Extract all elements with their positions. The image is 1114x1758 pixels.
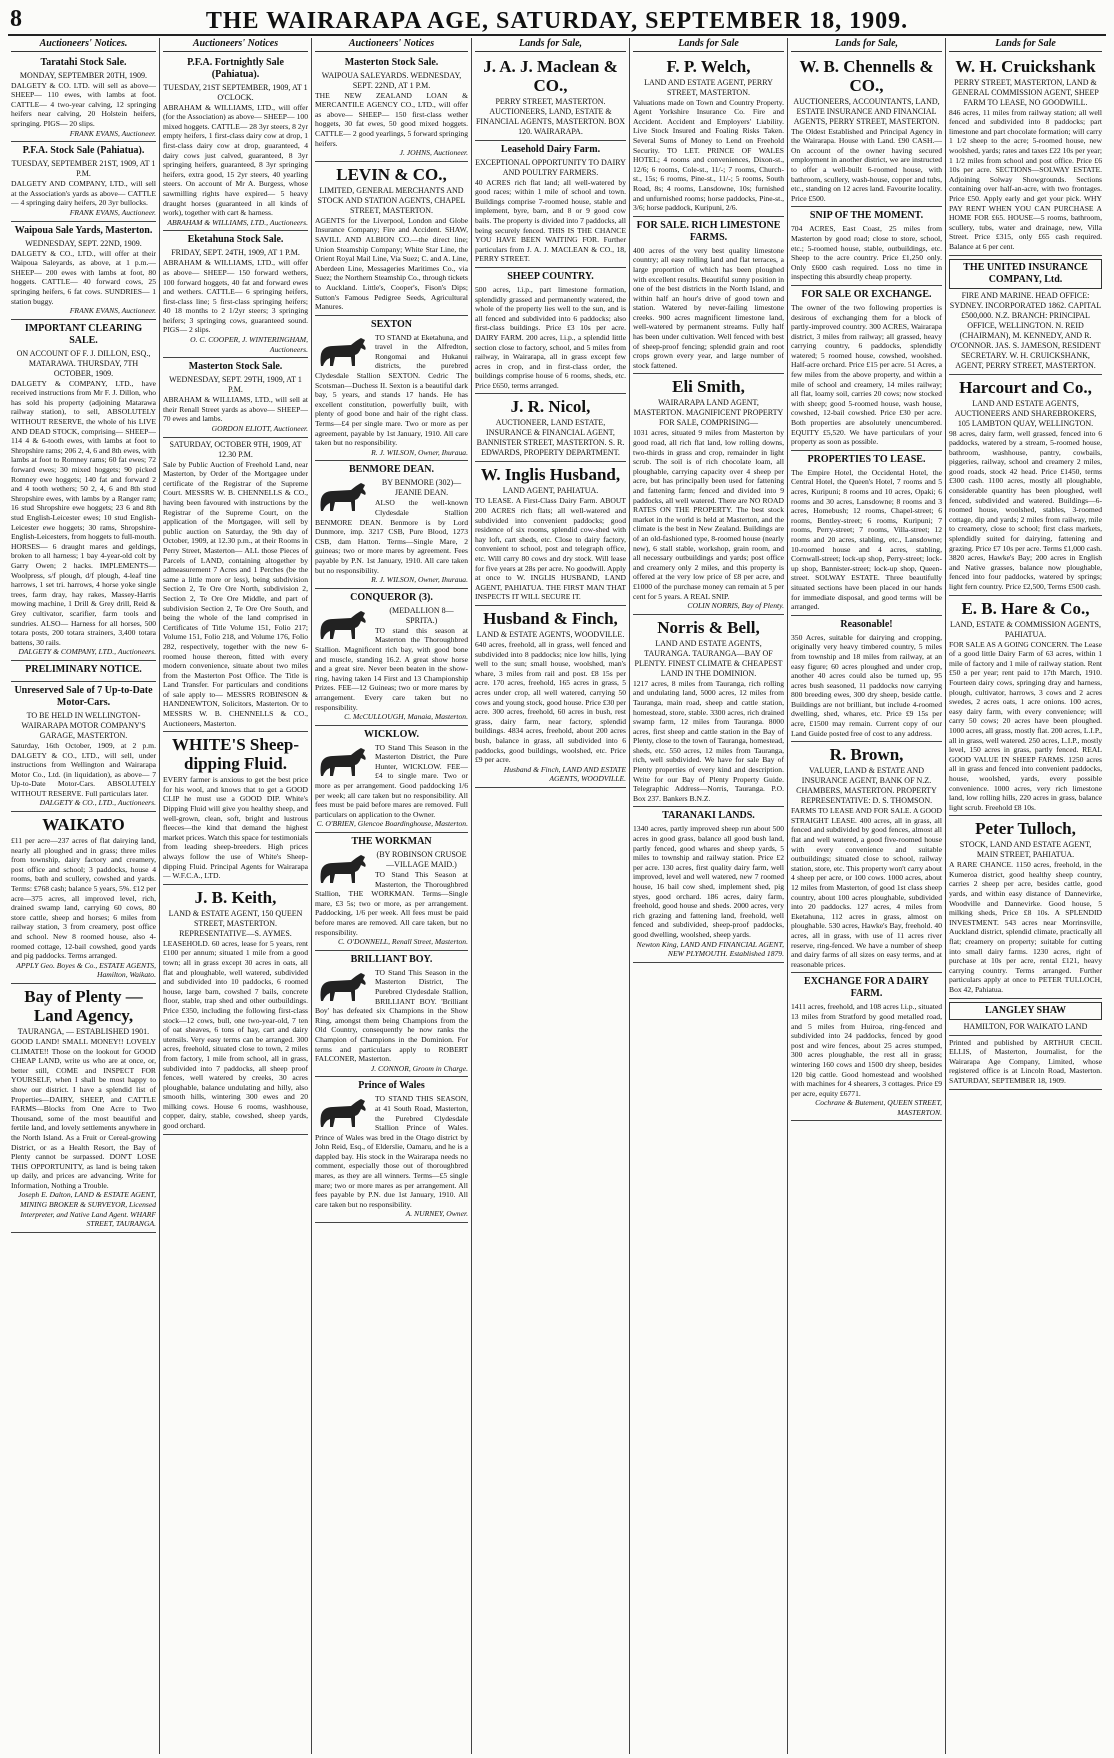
ad-title: Taratahi Stock Sale.	[40, 56, 127, 68]
advertisement	[11, 984, 156, 1233]
ad-subtitle: BY BENMORE (302)—JEANIE DEAN.	[381, 478, 462, 498]
ad-title: Eli Smith,	[672, 377, 745, 397]
ad-title: SEXTON	[371, 318, 412, 330]
ad-title: FOR SALE. RICH LIMESTONE FARMS.	[636, 219, 781, 243]
advertisement	[315, 726, 468, 833]
ad-signature: COLIN NORRIS, Bay of Plenty.	[687, 601, 784, 611]
advertisement	[791, 451, 942, 616]
horse-illustration-icon	[315, 479, 371, 513]
advertisement	[949, 596, 1102, 817]
ad-body-text: ABRAHAM & WILLIAMS, LTD., will offer as above— SHEEP— 150 forward wethers, 100 forward hoggets, 40 fat and forward ewes and wethers. CATTLE— 6 springing heifers, first-class line; 5 first-class springing heifers; 40 18 months to 2 1/2yr steers; 3 springing heifers; 3 springing cows, guaranteed sound. PIGS— 2 slips.	[163, 258, 308, 335]
ad-subtitle: FIRE AND MARINE. HEAD OFFICE: SYDNEY. INCORPORATED 1862. CAPITAL £500,000. N.Z. BRANCH: PRINCIPAL OFFICE, WELLINGTON. N. REID (CHAIRMAN), M. KENNEDY, AND R. O'CONNOR. JAS. S. JAMESON, RESIDENT SECRETARY. W. H. CRUICKSHANK, AGENT, PERRY STREET, MASTERTON.	[949, 290, 1102, 370]
ad-body-text: GOOD LAND! SMALL MONEY!! LOVELY CLIMATE!! Those on the lookout for GOOD CHEAP LAND, write us who are at once, or, better still, COME and INSPECT FOR YOURSELF, when I shall be most happy to show our district. I have a splendid list of Properties—DAIRY, SHEEP, and CATTLE FARMS—Blocks from One Acre to Two Thousand, some of the most beautiful and fertile land, and lovely settlements anywhere in the North Island. As a Fruit or Cereal-growing District, or as a Health Resort, the Bay of Plenty cannot be surpassed. DON'T LOSE THIS OPPORTUNITY, as land is being taken up daily, and prices are advancing. Write for Information, Nothing a Trouble.	[11, 1036, 156, 1190]
ad-subtitle: FRIDAY, SEPT. 24TH, 1909, AT 1 P.M.	[171, 248, 300, 258]
ad-body-text: TO STAND at Eketahuna, and travel in the Alfredton, Rongomai and Hukanui districts, the purebred Clydesdale Stallion SEXTON. Cedric The Scotsman—Duchess II. Sexton is a beautiful dark bay, 5 years, and stands 17 hands. He has excellent constitution, powerfully built, with plenty of good bone and hair of the right class. Terms—£4 per single mare. Two or more as per agreement, payable by 1st January, 1910. All care taken but no responsibility.	[315, 332, 468, 448]
ad-title: LANGLEY SHAW	[949, 1002, 1102, 1020]
advertisement	[315, 589, 468, 726]
advertisement	[475, 462, 626, 606]
ad-subtitle: AUCTIONEERS, ACCOUNTANTS, LAND, ESTATE INSURANCE AND FINANCIAL AGENTS, PERRY STREET, MASTERTON.	[793, 96, 940, 126]
horse-illustration-icon	[315, 1095, 371, 1129]
ad-body-text: TO Stand This Season at Masterton, the Thoroughbred Stallion, THE WORKMAN. Terms—Single mare, £3 5s; two or more, as per arrangement. Paddocking, 1/6 per week. All fees must be paid before mares are removed. All care taken, but no responsibility.	[315, 870, 468, 937]
advertisement	[315, 951, 468, 1078]
ad-title: Masterton Stock Sale.	[344, 56, 439, 68]
advertisement	[791, 742, 942, 973]
ad-body-text: The Oldest Established and Principal Agency in the Wairarapa. House with Land. £90 CASH.—On account of the owner having secured employment in another district, we are instructed to offer a well-built 6-roomed house, with bathroom, scullery, wash-house, copper and tubs, etc., standing on 12 acres land. Favourite locality. Price £500.	[791, 126, 942, 203]
ad-subtitle: MONDAY, SEPTEMBER 20TH, 1909.	[19, 70, 148, 80]
ad-body-text: 500 acres, l.i.p., part limestone formation, splendidly grassed and permanently watered, the whole of the property lies well to the sun, and is all fenced and subdivided into 6 paddocks; also first-class buildings. Price £3 10s per acre. DAIRY FARM. 200 acres, l.i.p., a splendid little section close to factory, school, and 5 miles from railway, in Wairarapa, all in grass except few acres in crop, and in first-class order, the buildings comprise house of 6 rooms, sheds, etc. Price £650, terms arranged.	[475, 284, 626, 390]
ad-signature: C. O'BRIEN, Glencoe Boardinghouse, Masterton.	[316, 819, 468, 829]
ad-title: IMPORTANT CLEARING SALE.	[24, 322, 143, 346]
ad-body-text: AGENTS for the Liverpool, London and Globe Insurance Company; Fire and Accident. SHAW, SAVILL AND ALBION CO.—the direct line; Union Steamship Company; White Star Line, the Orient Royal Mail Line, Via Suez; C. and A. Line, Aberdeen Line, Messageries Maritimes Co., via Suez; the Northern Steamship Co., through tickets to Auckland. Little's, Cooper's, Fison's Dips; Sutton's Famous Pedigree Seeds, Agricultural Manures.	[315, 215, 468, 312]
advertisement	[949, 999, 1102, 1036]
masthead	[8, 4, 1106, 36]
ad-signature: Husband & Finch, LAND AND ESTATE AGENTS, WOODVILLE.	[503, 764, 626, 784]
ad-body-text: EVERY farmer is anxious to get the best price for his wool, and knows that to get a GOOD CLIP he must use a GOOD DIP. White's Dipping Fluid will give you healthy sheep, and well-grown, clean, soft, bright and lustrous fleeces—the kind that demand the highest market prices. Watch this space for testimonials from leading sheep-breeders. High prices always follow the use of White's Sheep-dipping Fluid. Principal Agents for Wairarapa— W.F.C.A., LTD.	[163, 775, 308, 881]
ad-title: J. R. Nicol,	[510, 397, 591, 417]
ad-body-text: 98 acres, dairy farm, well grassed, fenced into 6 paddocks, watered by a stream, 5-roomed house, bathroom, washhouse, pantry, cowbails, piggeries, railway, school and creamery 2 miles, good roads, stock 42 head. Price £1450, terms £300 cash. 1100 acres, mostly all ploughable, considerable quantity has been ploughed, well fenced, subdivided and watered. Buildings—6-roomed house, woolshed, stables, 3-roomed cottage, dip and yards; 2 miles from railway, mile to creamery, close to school; first class markets, splendidly suited for dairying, fattening and grazing. Price £7 10s per acre. Terms £1,000 cash. 3820 acres, Hawke's Bay; 200 acres in English and Native grasses, balance now ploughable, fenced into four paddocks, watered by springs; light fern country. Price £2,500, Terms £500 cash.	[949, 428, 1102, 591]
ad-subtitle: STOCK, LAND AND ESTATE AGENT, MAIN STREET, PAHIATUA.	[959, 840, 1092, 860]
ad-title: CONQUEROR (3).	[350, 591, 433, 603]
advertisement	[475, 606, 626, 788]
ad-signature: R. J. WILSON, Owner, Ihuraua.	[371, 575, 468, 585]
ad-subtitle: VALUER, LAND & ESTATE AND INSURANCE AGENT, BANK OF N.Z. CHAMBERS, MASTERTON. PROPERTY REPRESENTATIVE: D. S. THOMSON.	[796, 766, 937, 806]
ad-title: WICKLOW.	[364, 728, 419, 740]
advertisement	[633, 54, 784, 217]
column-1	[8, 38, 160, 1754]
ad-signature: C. McCULLOUGH, Manaia, Masterton.	[344, 712, 468, 722]
ad-body-text: 704 ACRES, East Coast, 25 miles from Masterton by good road; close to store, school, etc.; 5-roomed house, stable, outbuildings, etc. Sheep to the acre country. Price £1,250 only. Only £600 cash required. Loss no time in inspecting this absurdly cheap property.	[791, 224, 942, 282]
ad-title: BENMORE DEAN.	[348, 464, 434, 476]
ad-body-text: The owner of the two following properties is desirous of exchanging them for a block of partly-improved country. 300 ACRES, Wairarapa district, 3 miles from railway; all grassed, heavy carrying country, 6 paddocks, splendidly watered; 5 roomed house, cowshed, woolshed. Half-acre orchard. Price £15 per acre. 51 Acres, a few miles from the above property, and within a mile of school and creamery, 14 miles railway; all flat, loamy soil, carries 20 cows; now stocked with sheep; good 5-roomed house, wash house, cowshed, 12-bail cowshed. Price £30 per acre. Both properties are absolutely unencumbered. EQUITY £5,520. We have particulars of your property as soon as possible.	[791, 302, 942, 447]
ad-signature: O. C. COOPER, J. WINTERINGHAM, Auctioneers.	[190, 335, 308, 354]
ad-signature: DALGETY & COMPANY, LTD., Auctioneers.	[18, 647, 156, 657]
column-6	[788, 38, 946, 1754]
advertisement	[475, 394, 626, 462]
horse-illustration-icon	[315, 851, 371, 885]
ad-body-text: £11 per acre—237 acres of flat dairying land, nearly all ploughed and in grass; three miles from township, dairy factory and creamery, post office and school; 3 paddocks, house 4 rooms, bath and scullery, cowshed and yards. Terms: £768 cash; balance 5 years, 5%. £12 per acre—375 acres, all improved level, rich, drained swamp land, carrying 60 cows, 80 store cattle, sheep and horses; 6 miles from railway station, 3 from creamery, post office and school. New 8 roomed house, also 4-roomed cottage, 12-bail cowshed, good yards and pig paddocks. Terms arranged.	[11, 836, 156, 961]
column-header: Lands for Sale	[633, 38, 784, 52]
ad-body-text: 640 acres, freehold, all in grass, well fenced and subdivided into 8 paddocks; nice low hills, lying well to the sun; small house, woolshed, man's whare, 3 miles from rail and post. £8 15s per acre. 170 acres, freehold, 165 acres in grass, 5 acres under crop, all well watered, carrying 50 cows and young stock, good house. Price £30 per acre. 300 acres, freehold, 60 acres in bush, rest grass, dairy farm, near factory, splendid buildings. 4834 acres, freehold, about 200 acres bush, balance in grass, all subdivided into 6 paddocks, good buildings, woolshed, etc. Price £9 per acre.	[475, 640, 626, 765]
ad-title: Leasehold Dairy Farm.	[500, 143, 601, 155]
ad-body-text: 1217 acres, 8 miles from Tauranga, rich rolling and undulating land, 5000 acres, 12 miles from Tauranga, main road, sheep and cattle station, homestead, store, stable. 3300 acres, rich drained swamp farm, 12 miles from Tauranga. 8000 acres, first sheep and cattle station in the Bay of Plenty, close to the town of Tauranga, homestead, sheds, etc. 550 acres, 12 miles from Tauranga, rich, well subdivided. We have for sale Bay of Plenty properties of every kind and description. Write for our Bay of Plenty Property Guide. Telegraphic Address—Norris, Tauranga. P.O. Box 237. Bankers B.N.Z.	[633, 678, 784, 803]
advertisement	[11, 222, 156, 320]
ad-body-text: 40 ACRES rich flat land; all well-watered by good races; within 1 mile of school and town. Buildings comprise 7-roomed house, stable and implement, byre, barn, and 8 or 9 good cow bails. The property is divided into 7 paddocks, all being securely fenced. THIS IS THE CHANCE YOU HAVE BEEN WAITING FOR. Further particulars from J. A. J. MACLEAN & CO., 18, PERRY STREET.	[475, 177, 626, 264]
advertisement	[791, 286, 942, 451]
advertisement	[11, 682, 156, 812]
advertisement	[315, 162, 468, 316]
ad-title: WHITE'S Sheep-dipping Fluid.	[171, 735, 300, 774]
ad-title: Peter Tulloch,	[975, 819, 1076, 839]
column-header: Lands for Sale,	[475, 38, 626, 52]
ad-body-text: 1340 acres, partly improved sheep run about 500 acres in good grass, balance all good bush land, partly fenced, good whares and sheep yards, 5 miles to township and railway station. Price £2 per acre. 130 acres, first quality dairy farm, well improved, level and well watered, new 7 roomed house, 16 bail cow shed, implement shed, pig styes, good orchard. 186 acres, dairy farm, freehold, good house and sheds. 2000 acres, very rich grazing and fattening land, freehold, well fenced and subdivided, sheep-proof paddocks, good dwelling, woolshed, sheep yards.	[633, 824, 784, 939]
advertisement	[633, 807, 784, 962]
advertisement	[163, 732, 308, 885]
ad-body-text: 350 Acres, suitable for dairying and cropping, originally very heavy timbered country, 5 miles from township and 18 miles from railway, at an easy figure; 60 acres ploughed and under crop, another 40 acres could also be turned up, 95 acres bush seasoned, 11 paddocks now carrying 800 breeding ewes, 300 dry sheep, beside cattle. Buildings are not brilliant, but include 4-roomed dwelling, shed, whares, etc. Price £9 15s per acre, £1500 may remain. Current copy of our Land Guide posted free of cost to any address.	[791, 632, 942, 738]
ad-subtitle: EXCEPTIONAL OPPORTUNITY TO DAIRY AND POULTRY FARMERS.	[475, 157, 626, 177]
horse-illustration-icon	[315, 334, 371, 368]
ad-title: Husband & Finch,	[483, 609, 618, 628]
ad-title: EXCHANGE FOR A DAIRY FARM.	[804, 976, 929, 1000]
ad-signature: A. NURNEY, Owner.	[405, 1209, 468, 1219]
column-header: Lands for Sale,	[791, 38, 942, 52]
ad-subtitle: LAND AND ESTATE AGENTS, AUCTIONEERS AND SHAREBROKERS, 105 LAMBTON QUAY, WELLINGTON.	[954, 398, 1097, 428]
column-2	[160, 38, 312, 1754]
advertisement	[11, 142, 156, 221]
ad-subtitle: LIMITED, GENERAL MERCHANTS AND STOCK AND STATION AGENTS, CHAPEL STREET, MASTERTON.	[317, 185, 466, 215]
ad-signature: Joseph E. Dalton, LAND & ESTATE AGENT, MINING BROKER & SURVEYOR, Licensed Interpreter, and Native Land Agent. WHARF STREET, TAURANGA.	[18, 1190, 156, 1229]
ad-title: Bay of Plenty — Land Agency,	[24, 986, 143, 1025]
ad-title: LEVIN & CO.,	[336, 164, 447, 184]
column-3	[312, 38, 472, 1754]
ad-title: P.F.A. Fortnightly Sale (Pahiatua).	[187, 56, 284, 80]
ad-body-text: ABRAHAM & WILLIAMS, LTD., will sell at their Renall Street yards as above— SHEEP— 70 ewes and lambs.	[163, 395, 308, 424]
ad-signature: Cochrane & Butement, QUEEN STREET, MASTERTON.	[815, 1098, 942, 1117]
ad-body-text: FOR SALE AS A GOING CONCERN. The Lease of a good little Dairy Farm of 63 acres, within 1 mile of factory and 1 mile of railway station. Rent £50 a per year; rent paid to 17th March, 1910. Fourteen dairy cows, springing dray and harness, plough, cultivator, harrows, 3 cows and 2 acres swedes, 2 acres oats, 1 acre onions. 100 acres, easy dairy farm, with every convenience; will carry 50 cows; 20 acres have been ploughed. 1000 acres, all grass, mostly flat. 200 acres, L.I.P., all in grass, well watered. 250 acres, L.I.P., mostly level, 150 acres in grass, partly fenced. REAL GOOD VALUE IN SHEEP FARMS. 1250 acres all in grass and fenced into convenient paddocks, house, woolshed, yards, every possible convenience. 1000 acres, very rich limestone land, low rolling hills, 220 acres in grass, balance light scrub. Freehold £8 10s.	[949, 639, 1102, 812]
ad-subtitle: LAND AND ESTATE AGENTS, TAURANGA. TAURANGA—BAY OF PLENTY. FINEST CLIMATE & CHEAPEST LAND IN THE DOMINION.	[634, 638, 783, 678]
horse-illustration-icon	[315, 744, 371, 778]
ad-signature: C. O'DONNELL, Renall Street, Masterton.	[337, 937, 468, 947]
ad-body-text: ALSO the well-known Clydesdale Stallion BENMORE DEAN. Benmore is by Lord Dunmore, imp. 3217 CSB, Pure Blood, 1273 CSB, dam Hatton. Terms—Single Mare, 2 guineas; two or more mares by agreement. Fees payable by P.N. 1st January, 1910. All care taken but no responsibility.	[315, 498, 468, 575]
advertisement	[791, 973, 942, 1121]
advertisement	[11, 812, 156, 984]
ad-title: TARANAKI LANDS.	[662, 810, 755, 822]
ad-subtitle: WAIRARAPA LAND AGENT, MASTERTON. MAGNIFICENT PROPERTY FOR SALE, COMPRISING—	[633, 398, 784, 428]
advertisement	[633, 217, 784, 375]
advertisement	[163, 54, 308, 232]
ad-subtitle: LAND & ESTATE AGENTS, WOODVILLE.	[476, 630, 625, 639]
ad-title: Eketahuna Stock Sale.	[187, 234, 284, 246]
ad-title: W. H. Cruickshank	[955, 56, 1096, 76]
horse-illustration-icon	[315, 969, 371, 1003]
ad-signature: DALGETY & CO., LTD., Auctioneers.	[39, 798, 156, 808]
advertisement	[791, 54, 942, 208]
ad-title: Norris & Bell,	[657, 617, 760, 637]
ad-title: PROPERTIES TO LEASE.	[807, 453, 926, 465]
ad-title: J. B. Keith,	[194, 887, 277, 907]
ad-signature: R. J. WILSON, Owner, Ihuraua.	[371, 447, 468, 457]
ad-title: Prince of Wales	[358, 1080, 425, 1092]
ad-signature: FRANK EVANS, Auctioneer.	[69, 128, 156, 138]
ad-body-text: 400 acres of the very best quality limestone country; all easy rolling land and flat terraces, a large proportion of which has been ploughed with excellent results. Beautiful sunny position in one of the best districts in the North Island, and within half an hour's drive of good town and station. Watered by never-failing limestone creeks. 900 acres magnificent limestone land, well-watered by permanent streams. Fully half has been under cultivation. Well fenced with best of sheep-proof fencing; splendid grain and root crops grown every year, and large number of stock fattened.	[633, 245, 784, 370]
advertisement	[315, 833, 468, 951]
advertisement	[163, 438, 308, 733]
ad-body-text: ABRAHAM & WILLIAMS, LTD., will offer (for the Association) as above— SHEEP— 100 mixed hoggets. CATTLE— 28 3yr steers, 8 2yr empty heifers, 1 first-class dairy cow at drop, 1 first-class dairy cow at drop, guaranteed, 4 dairy cows just calved, guaranteed, 8 3yr springing heifers, guaranteed, 8 3yr springing heifers, extra good, 15 2yr steers, 40 yearling steers. On account of Mr A. Burgess, whose sawmilling rights have expired— 5 heavy draught horses (guaranteed in all kinds of work), together with cart & harness.	[163, 102, 308, 218]
advertisement	[163, 358, 308, 437]
ad-title: Harcourt and Co.,	[959, 377, 1092, 397]
ad-subtitle: (BY ROBINSON CRUSOE—VILLAGE MAID.)	[376, 850, 467, 870]
ad-signature: J. CONNOR, Groom in Charge.	[370, 1063, 468, 1073]
ad-body-text: Printed and published by ARTHUR CECIL ELLIS, of Masterton, Journalist, for the Wairarapa Age Company, Limited, whose registered office is at Lincoln Road, Masterton. SATURDAY, SEPTEMBER 18, 1909.	[949, 1037, 1102, 1085]
ad-subtitle: (MEDALLION 8—SPRITA.)	[389, 605, 454, 625]
ad-signature: FRANK EVANS, Auctioneer.	[69, 207, 156, 217]
ad-body-text: 1411 acres, freehold, and 108 acres l.i.p., situated 13 miles from Stratford by good metalled road, and 5 miles from Huiroa, ring-fenced and subdivided into 24 paddocks, fenced by good post and wire fences, about 25 acres stumped, 300 acres ploughable, the rest all in grass; wintering 160 cows and 1500 dry sheep, besides 120 big cattle. Good homestead and woolshed with machines for 4 shearers, 3 cottages. Price £9 per acre, equity £6771.	[791, 1002, 942, 1098]
ad-subtitle: WAIPOUA SALEYARDS. WEDNESDAY, SEPT. 22ND, AT 1 P.M.	[321, 70, 462, 90]
ad-signature: Newton King, LAND AND FINANCIAL AGENT, NEW PLYMOUTH. Established 1879.	[636, 939, 784, 959]
column-5	[630, 38, 788, 1754]
ad-title: W. B. Chennells & CO.,	[799, 56, 934, 95]
ad-title: F. P. Welch,	[666, 56, 751, 76]
ad-body-text: 846 acres, 11 miles from railway station; all well fenced and subdivided into 8 paddocks; part limestone and part chocolate formation; will carry 1 1/2 sheep to the acre; 5-roomed house, new woolshed, yards; rates and taxes £22 10s per year; 1 1/2 miles from school and post office. Price £6 10s per acre. SECTIONS—SOLWAY ESTATE. Adjoining Solway Showgrounds. Sections containing over half-an-acre, with two frontages. Price £50. Apply early and get your pick. WHY PAY RENT WHEN YOU CAN PURCHASE A HOME FOR £65. HOUSE—5 rooms, bathroom, scullery, tubs, water and drainage, new, Villa Street. Price £315, only £65 cash required. Balance at 6 per cent.	[949, 107, 1102, 251]
ad-signature: GORDON ELIOTT, Auctioneer.	[211, 424, 308, 434]
advertisement	[791, 207, 942, 286]
ad-subtitle: AUCTIONEER, LAND ESTATE, INSURANCE & FINANCIAL AGENT, BANNISTER STREET, MASTERTON. S. R. EDWARDS, PROPERTY DEPARTMENT.	[476, 418, 625, 458]
advertisement	[791, 616, 942, 743]
ad-title: THE WORKMAN	[351, 836, 432, 848]
column-header: Auctioneers' Notices	[163, 38, 308, 52]
column-header: Auctioneers' Notices	[315, 38, 468, 52]
ad-body-text: Saturday, 16th October, 1909, at 2 p.m. DALGETY & CO., LTD., will sell, under instructions from Wellington and Wairarapa Motor Co., Ltd. (in liquidation), as above— 7 Up-to-Date Motor-Cars. ABSOLUTELY WITHOUT RESERVE. Full particulars later.	[11, 740, 156, 798]
ad-subtitle: WEDNESDAY, SEPT. 22ND, 1909.	[25, 238, 142, 248]
ad-body-text: DALGETY AND COMPANY, LTD., will sell at the Association's yards as above— CATTLE— 4 springing dairy heifers, 20 3yr bullocks.	[11, 179, 156, 208]
ad-title: P.F.A. Stock Sale (Pahiatua).	[22, 145, 145, 157]
ad-subtitle: TAURANGA, — ESTABLISHED 1901.	[17, 1026, 150, 1036]
ad-title: WAIKATO	[42, 815, 125, 835]
ad-body-text: A RARE CHANCE. 1150 acres, freehold, in the Kumeroa district, good healthy sheep country, carries 2 sheep per acre, besides cattle, good yards, and within easy distance of Dannevirke, Woodville and Dannevirke. Good house, 5 milking sheds, Price £8 10s. A SPLENDID INVESTMENT. 543 acres near Morrinsville, Auckland district, splendid climate, practically all flat; creamery on property; suitable for cutting into small dairy farms. 1230 acres, right of purchase at 10s per acre, rental £121, heavy carrying country. Terms arranged. Further particulars apply at once to PETER TULLOCH, Box 42, Pahiatua.	[949, 860, 1102, 994]
column-header: Lands for Sale	[949, 38, 1102, 52]
ad-body-text: TO stand this season at Masterton the Thoroughbred Stallion. Magnificent rich bay, with good bone and muscle, standing 16.2. A great show horse and a great sire. Never been beaten in the show-ring, having taken 14 First and 13 Championship Prizes. FEE—12 Guineas; two or more mares by arrangement. Every care taken but no responsibility.	[315, 625, 468, 712]
ad-title: SNIP OF THE MOMENT.	[809, 210, 924, 222]
ad-title: PRELIMINARY NOTICE.	[25, 663, 142, 675]
advertisement	[949, 375, 1102, 596]
ad-subtitle: SATURDAY, OCTOBER 9TH, 1909, AT 12.30 P.M.	[169, 439, 302, 459]
column-header: Auctioneers' Notices.	[11, 38, 156, 52]
ad-body-text: LEASEHOLD. 60 acres, lease for 5 years, rent £100 per annum; situated 1 mile from a good town; all in grass except 30 acres in oats, all flat and ploughable, well watered, subdivided and subdivided into 10 paddocks, 6 roomed house, large barn, cowshed 7 bails, concrete floor, stable, trap shed and other outbuildings. Price £350, including the following first-class stock—12 cows, bull, one two-year-old, 7 ten of oat sheaves, 6 tons of hay, cart and dairy utensils. Very easy terms can be arranged. 300 acres, freehold, situated close to town, 2 miles from factory, 1 mile from school, all in grass, subdivided into 7 paddocks, all sheep proof fences, well watered by creeks, 30 acres ploughable, balance undulating and hilly, also smooth hills, wintering 300 ewes and 20 milking cows. House 6 rooms, washhouse, copper, dairy, stable, cowshed, sheep yards, good orchard.	[163, 938, 308, 1131]
advertisement	[315, 316, 468, 462]
ad-body-text: THE NEW ZEALAND LOAN & MERCANTILE AGENCY CO., LTD., will offer as above— SHEEP— 150 first-class wether hoggets, 30 fat ewes, 50 good mixed hoggets. CATTLE— 2 good yearlings, 5 forward springing heifers.	[315, 90, 468, 148]
advertisement	[949, 54, 1102, 256]
horse-illustration-icon	[315, 607, 371, 641]
ad-title: J. A. J. Maclean & CO.,	[483, 56, 618, 95]
advertisement	[475, 268, 626, 395]
ad-signature: FRANK EVANS, Auctioneer.	[69, 306, 156, 316]
ad-body-text: TO Stand This Season in the Masterton District, The Purebred Clydesdale Stallion, BRILLIANT BOY. 'Brilliant Boy' has defeated six Champions in the Show Ring, amongst them being Champions from the Old Country, consequently he now ranks the Champion of Champions in the Dominion. For terms and particulars apply to ROBERT FALCONER, Masterton.	[315, 967, 468, 1064]
ad-subtitle: TUESDAY, 21ST SEPTEMBER, 1909, AT 1 O'CLOCK.	[163, 82, 308, 102]
advertisement	[11, 320, 156, 661]
advertisement	[315, 1077, 468, 1223]
ad-signature: ABRAHAM & WILLIAMS, LTD., Auctioneers.	[167, 217, 308, 227]
advertisement	[949, 1036, 1102, 1090]
ad-title: R. Brown,	[829, 745, 904, 765]
ad-body-text: TO LEASE. A First-Class Dairy Farm. ABOUT 200 ACRES rich flats; all well-watered and subdivided into convenient paddocks; good residence of six rooms, splendid cow-shed with hay loft, cart sheds, etc. Close to dairy factory, convenient to school, post and telegraph office, etc. Will carry 80 cows and dry stock. Will lease for five years at 28s per acre. No goodwill. Apply at once to W. INGLIS HUSBAND, LAND AGENT, PAHIATUA. THE FIRST MAN THAT INSPECTS IT WILL SECURE IT.	[475, 496, 626, 602]
ad-title: BRILLIANT BOY.	[350, 953, 433, 965]
ad-title: SHEEP COUNTRY.	[507, 270, 594, 282]
ad-body-text: DALGETY & CO. LTD. will sell as above— SHEEP— 110 ewes, with lambs at foot. CATTLE— 4 two-year calving, 12 springing heifers near calving, 20 Holstein heifers, springing. PIGS— 20 slips.	[11, 80, 156, 128]
newspaper-title: THE WAIRARAPA AGE, SATURDAY, SEPTEMBER 18, 1909.	[205, 8, 909, 34]
column-7	[946, 38, 1105, 1754]
ad-subtitle: ON ACCOUNT OF F. J. DILLON, ESQ., MATARAWA. THURSDAY, 7TH OCTOBER, 1909.	[16, 348, 151, 378]
ad-body-text: The Empire Hotel, the Occidental Hotel, the Central Hotel, the Queen's Hotel, 7 rooms and 5 acres, Kuripuni; 8 rooms and 10 acres, Opaki; 6 rooms and 30 acres, Lansdowne; 8 rooms and 3 acres, Homebush; 12 rooms, Chapel-street; 6 rooms, Bentley-street; 6 rooms, Kuripuni; 7 rooms, Perry-street; 7 rooms, Villa-street; 12 rooms and 20 acres, stabling, etc., Lansdowne; 10-roomed house and 4 acres, stabling, Cornwall-street; lock-up shop, Perry-street; lock-up shop, Bannister-street; lock-up shop, Queen-street. SOLWAY ESTATE. Three beautifully situated sections have been placed in our hands for immediate disposal, and good terms will be arranged.	[791, 467, 942, 612]
advertisement	[315, 54, 468, 162]
advertisement	[475, 141, 626, 268]
ad-subtitle: PERRY STREET, MASTERTON, LAND & GENERAL COMMISSION AGENT, SHEEP FARM TO LEASE, NO GOODWILL.	[952, 77, 1099, 107]
ad-body-text: FARMS TO LEASE AND FOR SALE. A GOOD STRAIGHT LEASE. 400 acres, all in grass, all fenced and subdivided by good fences, almost all flat and well watered, a good five-roomed house with every convenience and suitable outbuildings; situated close to school, railway station, store, etc. This property won't carry about 4 sheep per acre, or 100 cows. 1000 acres, about 12 miles from Masterton, of good 1st class sheep country, about 100 acres ploughable, subdivided into 20 paddocks. 127 acres, 4 miles from Eketahuna, 112 acres in grass, almost on ploughable. 530 acres, Hawke's Bay, freehold. 40 acres, all in grass, with use of 11 acres river reserve, ring-fenced. We have a number of sheep and dairy farms of all sizes on easy terms, and at reasonable prices.	[791, 806, 942, 969]
advertisement	[949, 816, 1102, 998]
ad-body-text: DALGETY & COMPANY, LTD., have received instructions from Mr F. J. Dillon, who has sold his property (adjoining Matarawa railway station), to sell, ABSOLUTELY WITHOUT RESERVE, the whole of his LIVE AND DEAD STOCK, comprising— SHEEP— 114 4 & 6-tooth ewes, with lambs at foot to Shropshire rams; 206 2, 4, 6 and 8th ewes, with lambs at foot to Romney rams; 60 fat ewes; 72 forward ewes; 30 mixed hoggets; 90 picked Romney ewe hoggets; 140 fat and forward 2 and 4 tooth wethers; 50 2, 4, 6 and 8th stud Shropshire ewes, with lambs by a Ranger ram; 16 stud Shropshire ewe hoggets; 23 6 and 8th stud English-Leicester ewes; 10 stud English-Leicester ewe hoggets; 30 rams, Shropshire-English-Leicesters, from hoggets to full-mouth. HORSES— 6 draught mares and geldings, broken to all harness; 1 bay 4-year-old colt by Garry Owen; 2 hacks. IMPLEMENTS— Woolpress, s/f plough, d/f plough, 4-leaf tine harrows, 1 set tri. harrows, 4 horse yoke single trees, farm dray, hay rakes, Massey-Harris mowing machine, 1 Drill & Grey drill, Reid & Grey cultivator, scarifier, farm tools and sundries. ALSO— Harness for all horses, 500 totara posts, 200 totara strainers, 3,400 totara battens, 30 rails.	[11, 378, 156, 647]
ad-subtitle: LAND, ESTATE & COMMISSION AGENTS, PAHIATUA.	[950, 619, 1101, 639]
advertisement	[633, 615, 784, 808]
ad-title: E. B. Hare & Co.,	[961, 598, 1090, 618]
ad-subtitle: WEDNESDAY, SEPT. 29TH, 1909, AT 1 P.M.	[169, 375, 302, 395]
advertisement	[475, 54, 626, 141]
ad-signature: J. JOHNS, Auctioneer.	[399, 148, 468, 158]
columns	[8, 38, 1106, 1754]
ad-subtitle: TUESDAY, SEPTEMBER 21ST, 1909, AT 1 P.M.	[11, 159, 156, 179]
ad-title: Waipoua Sale Yards, Masterton.	[14, 224, 153, 236]
column-4	[472, 38, 630, 1754]
ad-title: W. Inglis Husband,	[480, 465, 621, 485]
ad-title: Unreserved Sale of 7 Up-to-Date Motor-Cars.	[14, 684, 153, 708]
ad-title: THE UNITED INSURANCE COMPANY, Ltd.	[949, 259, 1102, 289]
advertisement	[633, 374, 784, 614]
advertisement	[11, 661, 156, 682]
advertisement	[163, 885, 308, 1135]
ad-body-text: TO STAND THIS SEASON, at 41 South Road, Masterton, the Purebred Clydesdale Stallion Prince of Wales. Prince of Wales was bred in the Otago district by John Reid, Esq., of Elderslie, Oamaru, and he is a dappled bay. His stock in the Wairarapa needs no comment, especially those out of thoroughbred mares, as they are all winners. Terms—£5 single mare; two or more mares as per arrangement. All fees payable by P.N. due 1st January, 1910. All care taken but no responsibility.	[315, 1094, 468, 1209]
advertisement	[11, 54, 156, 143]
advertisement	[315, 461, 468, 588]
ad-body-text: TO Stand This Season in the Masterton District, the Pure Hunter, WICKLOW. FEE—£4 to single mare. Two or more as per arrangement. Good paddocking 1/6 per week; all care taken but no responsibility. All fees must be paid before mares are removed. Full particulars on application to the Owner.	[315, 742, 468, 819]
ad-subtitle: LAND AGENT, PAHIATUA.	[502, 486, 599, 496]
ad-title: Reasonable!	[840, 618, 893, 630]
advertisement	[949, 256, 1102, 375]
ad-title: FOR SALE OR EXCHANGE.	[801, 288, 932, 300]
ad-subtitle: PERRY STREET, MASTERTON. AUCTIONEERS, LAND, ESTATE & FINANCIAL AGENTS, MASTERTON. BOX 120. WAIRARAPA.	[475, 96, 626, 136]
advertisement	[163, 231, 308, 358]
ad-subtitle: HAMILTON, FOR WAIKATO LAND	[963, 1021, 1088, 1031]
ad-subtitle: LAND AND ESTATE AGENT, PERRY STREET, MASTERTON.	[644, 77, 773, 97]
ad-body-text: Sale by Public Auction of Freehold Land, near Masterton, by Order of the Mortgagee under certificate of the Registrar of the Supreme Court. MESSRS W. B. CHENNELLS & CO., having been favoured with instructions by the Registrar of the Supreme Court, on the application of the Mortgagee, will sell by public auction on Saturday, the 9th day of October, 1909, at 12.30 p.m., at their Rooms in Perry Street, Masterton— ALL those Pieces of Parcels of LAND, containing altogether by admeasurement 7 Acres and 1 Perches (be the same a little more or less), being subdivision Section 2, Te Ore Ore North, subdivision 2, Section 2, Te Ore Ore Middle, and part of subdivision Section 2, Te Ore Ore South, and being the whole of the land comprised in Certificates of Title Volume 151, Folio 217; Volume 151, Folio 218, and Volume 176, Folio 282, respectively, together with the new 6-roomed house thereon, fitted with every modern convenience, situate about two miles from the Masterton Post Office. The Title is Land Transfer. For particulars and conditions of sale apply to— MESSRS ROBINSON & HANDNEWTON, Solicitors, Masterton. Or to MESSRS W. B. CHENNELLS & CO., Auctioneers, Masterton.	[163, 459, 308, 728]
ad-body-text: 1031 acres, situated 9 miles from Masterton by good road, all rich flat land, low rolling downs, two-thirds in grass and crop, remainder in light scrub. The soil is of rich chocolate loam, all ploughable, carrying capacity over 4 sheep per acre, but has principally been used for fattening and fattening farm; fenced and divided into 9 paddocks, all well watered. There are NO ROAD RATES ON THE PROPERTY. The best stock market in the world is held at Masterton, and the climate is the best in New Zealand. Buildings are of an old-fashioned type, 8-roomed house (nearly new), 6 stall stable, workshop, grain room, and all necessary outbuildings and yards; post office and creamery only 2 miles, and this property is offered at the very low price of £8 per acre, and £1000 of the purchase money can remain at 5 per cent for 5 years. A REAL SNIP.	[633, 428, 784, 601]
page-number: 8	[10, 6, 22, 32]
ad-subtitle: LAND & ESTATE AGENT, 150 QUEEN STREET, MASTERTON. REPRESENTATIVE—S. AYMES.	[168, 908, 303, 938]
ad-signature: APPLY Geo. Boyes & Co., ESTATE AGENTS, Hamilton, Waikato.	[16, 960, 156, 980]
ad-subtitle: TO BE HELD IN WELLINGTON-WAIRARAPA MOTOR COMPANY'S GARAGE, MASTERTON.	[21, 710, 146, 740]
ad-body-text: DALGETY & CO., LTD., will offer at their Waipoua Saleyards, as above, at 1 p.m.— SHEEP— 200 ewes with lambs at foot, 80 hoggets. CATTLE— 40 forward cows, 25 springing heifers, 6 fat cows. SUNDRIES— 1 station buggy.	[11, 248, 156, 306]
ad-body-text: Valuations made on Town and Country Property. Agent Yorkshire Insurance Co. Fire and Accident. Accident and Employers' Liability. Live Stock Insured and Foaling Risks Taken. Several Sums of Money to Lend on Freehold Security. TO LET. PRINCE OF WALES HOTEL; 4 rooms and conveniences, Dixon-st., 12/6; 6 rooms, Cole-st., 11/-; 7 rooms, Church-st., 15s; 6 rooms, Pine-st., 11/-; 5 rooms, South Road, 8s; 4 rooms, Lansdowne, 10s; furnished and unfurnished rooms; horse paddocks, Pine-st., 3/6; horse paddock, Kuripuni, 2/6.	[633, 97, 784, 213]
ad-title: Masterton Stock Sale.	[188, 361, 283, 373]
